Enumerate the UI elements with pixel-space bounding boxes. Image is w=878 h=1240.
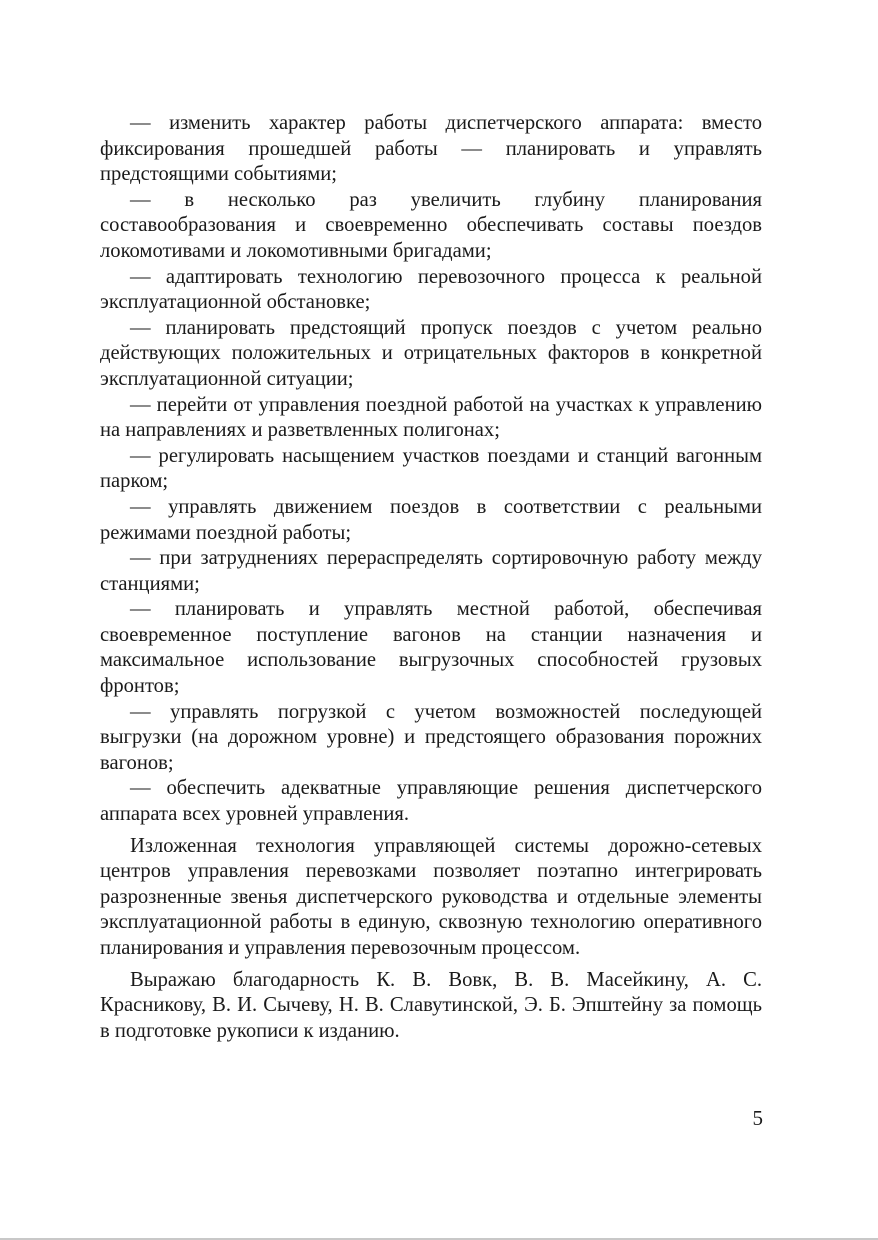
- list-item: — управлять движением поездов в соответствии с реальными режимами поездной работы;: [100, 495, 762, 544]
- list-item: — планировать и управлять местной работой, обеспечивая своевременное поступление вагонов на станции назначения и максимальное использование выгрузочных способностей грузовых фронтов;: [100, 598, 762, 698]
- list-item: — перейти от управления поездной работой на участках к управлению на направлениях и разветвленных полигонах;: [100, 393, 762, 442]
- list-item: — в несколько раз увеличить глубину планирования составообразования и своевременно обеспечивать составы поездов локомотивами и локомотивными бригадами;: [100, 188, 762, 262]
- list-item: — при затруднениях перераспределять сортировочную работу между станциями;: [100, 547, 762, 595]
- list-item: — управлять погрузкой с учетом возможностей последующей выгрузки (на дорожном уровне) и предстоящего образования порожних вагонов;: [100, 700, 762, 774]
- list-item: — изменить характер работы диспетчерского аппарата: вместо фиксирования прошедшей работы — планировать и управлять предстоящими событиями;: [100, 112, 762, 186]
- list-item: — адаптировать технологию перевозочного процесса к реальной эксплуатационной обстановке;: [100, 265, 762, 314]
- list-item: — регулировать насыщением участков поездами и станций вагонным парком;: [100, 444, 762, 493]
- paragraph-technology: Изложенная технология управляющей системы дорожно-сетевых центров управления перевозками позволяет поэтапно интегрировать разрозненные звенья диспетчерского руководства и отдельные элементы эксплуатационной работы в единую, сквозную технологию оперативного планирования и управления перевозочным процессом.: [100, 834, 762, 959]
- list-item: — планировать предстоящий пропуск поездов с учетом реально действующих положительных и отрицательных факторов в конкретной эксплуатационной ситуации;: [100, 316, 762, 390]
- page-number: 5: [752, 1106, 763, 1130]
- paragraph-acknowledgement: Выражаю благодарность К. В. Вовк, В. В. Масейкину, А. С. Красникову, В. И. Сычеву, Н. В. Славутинской, Э. Б. Эпштейну за помощь в подготовке рукописи к изданию.: [100, 968, 762, 1042]
- body-text: [100, 111, 762, 1044]
- list-item: — обеспечить адекватные управляющие решения диспетчерского аппарата всех уровней управления.: [100, 777, 762, 826]
